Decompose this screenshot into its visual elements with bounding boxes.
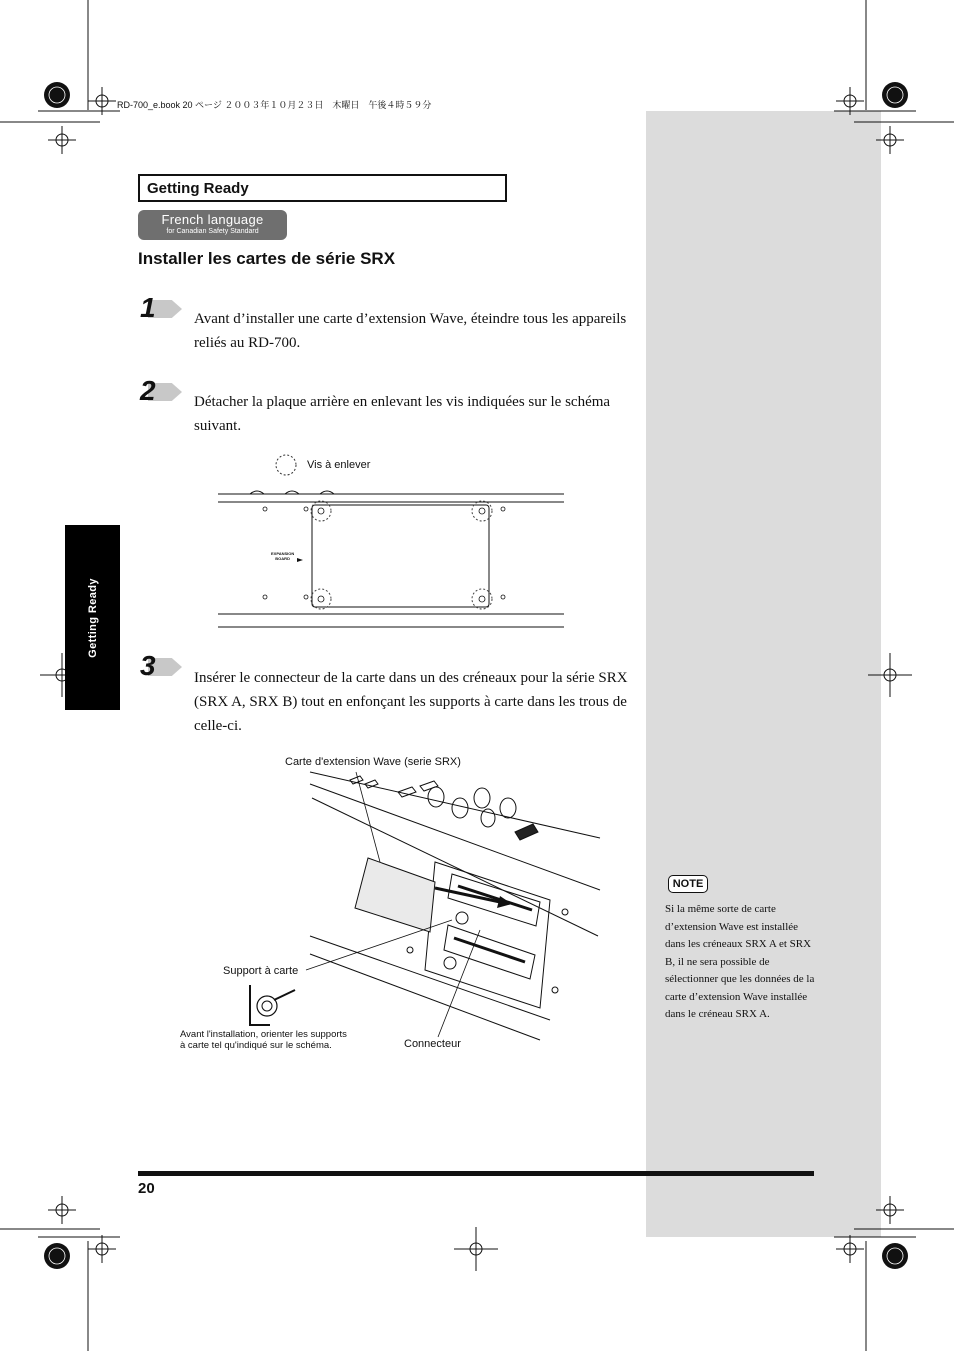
file-info-header: RD-700_e.book 20 ページ ２００３年１０月２３日 木曜日 午後４時５９分 (117, 100, 432, 110)
step-2-number: 2 (140, 375, 156, 406)
orientation-instruction: Avant l'installation, orienter les supports à carte tel qu'indiqué sur le schéma. (180, 1029, 347, 1051)
language-badge-subtitle: for Canadian Safety Standard (166, 228, 259, 235)
step-1-text: Avant d’installer une carte d’extension Wave, éteindre tous les appareils reliés au RD-700. (194, 311, 627, 351)
card-holder-detail (250, 985, 295, 1025)
screw-top-left (311, 501, 331, 521)
section-label: Getting Ready (138, 174, 507, 202)
expansion-card-drawing (355, 858, 435, 932)
note-badge: NOTE (668, 875, 708, 893)
step-1-marker (140, 294, 185, 326)
card-installation-figure (170, 750, 620, 1060)
step-3-marker (140, 652, 185, 684)
step-2-marker (140, 377, 185, 409)
footer-rule (138, 1171, 814, 1176)
screw-bottom-left (311, 589, 331, 609)
step-3-number: 3 (140, 650, 156, 681)
card-holder-label: Support à carte (223, 965, 299, 977)
expansion-board-label: EXPANSION BOARD (271, 551, 295, 561)
connector-label: Connecteur (404, 1038, 461, 1050)
page-number: 20 (138, 1180, 155, 1197)
language-badge (138, 210, 287, 240)
rear-panel-figure (215, 450, 567, 630)
wave-card-label: Carte d'extension Wave (serie SRX) (285, 756, 461, 768)
step-1-number: 1 (140, 292, 156, 323)
section-title: Installer les cartes de série SRX (138, 249, 396, 268)
chapter-side-tab-label: Getting Ready (86, 577, 99, 658)
language-badge-title: French language (161, 212, 264, 227)
screw-legend-icon (276, 455, 296, 475)
step-3-text: Insérer le connecteur de la carte dans un des créneaux pour la série SRX (SRX A, SRX B) tout en enfonçant les supports à carte dans les trous de celle-ci. (194, 670, 628, 734)
screw-legend-label: Vis à enlever (307, 459, 371, 471)
note-text: Si la même sorte de carte d’extension Wave est installée dans les créneaux SRX A et SRX B, il ne sera possible de sélectionner que les données de la carte d’extension Wave installée dans le créneau SRX A. (665, 903, 815, 1020)
step-2-text: Détacher la plaque arrière en enlevant les vis indiquées sur le schéma suivant. (194, 394, 611, 434)
chapter-side-tab (65, 525, 120, 710)
